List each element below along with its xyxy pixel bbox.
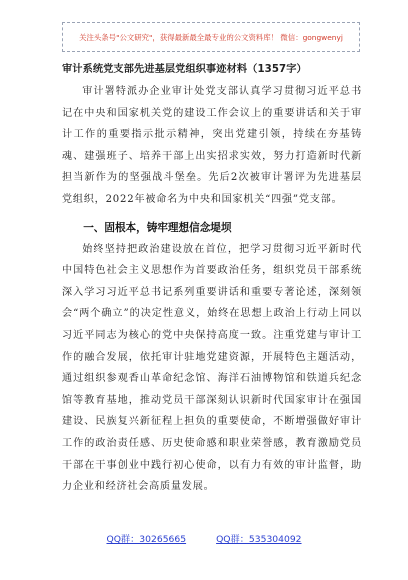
document-body [62,60,362,498]
footer [0,531,408,545]
promo-banner [62,22,360,52]
promo-banner-text: 关注头条号"公文研究"，获得最新最全最专业的公文资料库！ 微信：gongwenyj [79,32,343,42]
section-1-paragraph: 始终坚持把政治建设放在首位，把学习贯彻习近平新时代中国特色社会主义思想作为首要政治任务，组织党员干部系统深入学习习近平总书记系列重要讲话和重要专著论述，深刻领会“两个确立”的决定性意义，始终在思想上政治上行动上同以习近平同志为核心的党中央保持高度一致。注重党建与审计工作的融合发展，依托审计驻地党建资源，开展特色主题活动，通过组织参观香山革命纪念馆、海洋石油博物馆和铁道兵纪念馆等教育基地，推动党员干部深刻认识新时代国家审计在强国建设、民族复兴新征程上担负的重要使命，不断增强做好审计工作的政治责任感、历史使命感和职业荣誉感，教育激励党员干部在干事创业中践行初心使命，以有力有效的审计监督，助力企业和经济社会高质量发展。 [62,243,362,493]
document-title: 审计系统党支部先进基层党组织事迹材料（1357字） [62,64,307,75]
qq-group-link-2[interactable]: QQ群：535304092 [216,534,302,545]
section-1-heading: 一、固根本，铸牢理想信念堤坝 [83,221,232,234]
intro-paragraph: 审计署特派办企业审计处党支部认真学习贯彻习近平总书记在中央和国家机关党的建设工作会议上的重要讲话和关于审计工作的重要指示批示精神，突出党建引领，持续在夯基铸魂、建强班子、培养干部上出实招求实效，努力打造新时代新担当新作为的坚强战斗堡垒。先后2次被审计署评为先进基层党组织，2022年被命名为中央和国家机关“四强”党支部。 [62,86,362,205]
qq-group-link-1[interactable]: QQ群：30265665 [106,534,187,545]
